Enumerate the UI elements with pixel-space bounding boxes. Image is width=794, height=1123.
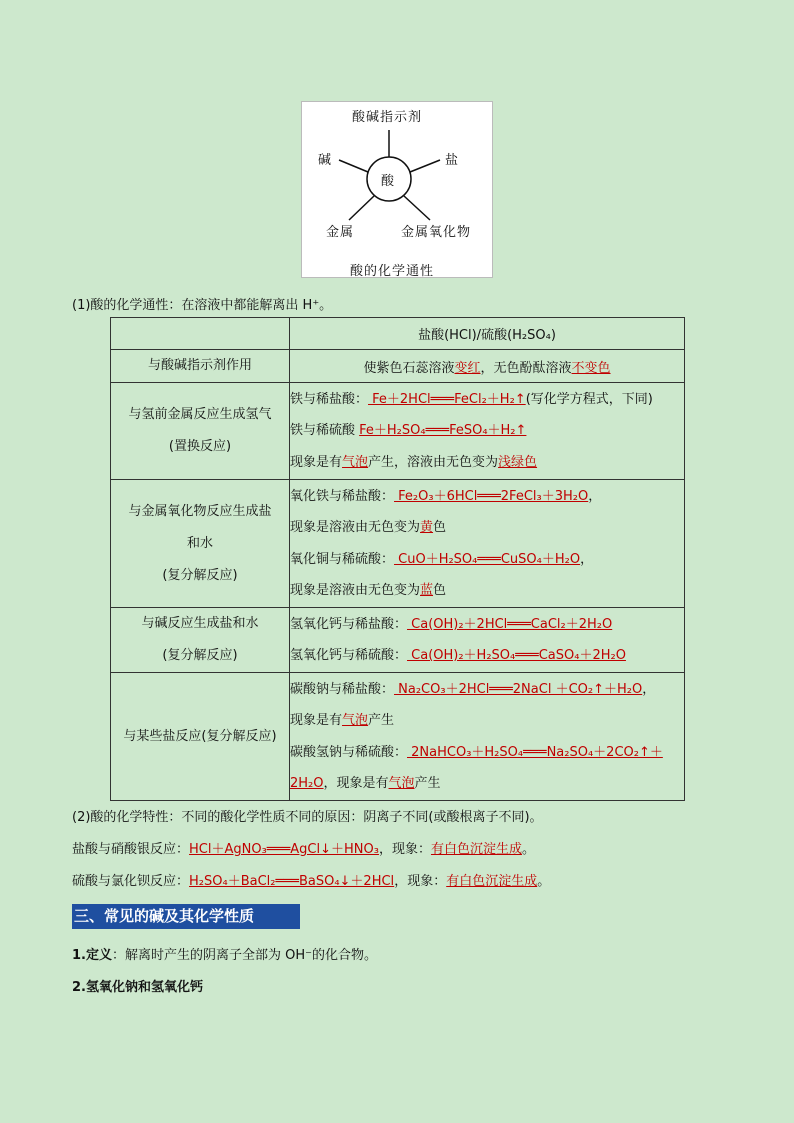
paragraph-h2so4-bacl2 bbox=[72, 870, 550, 889]
content-line bbox=[290, 609, 684, 641]
reaction-end: 。 bbox=[537, 874, 551, 889]
row-label-line: (置换反应) bbox=[168, 439, 232, 454]
prompt-text: ，现象是有 bbox=[323, 776, 389, 791]
prompt-text: 氢氧化钙与稀盐酸： bbox=[290, 616, 408, 632]
answer-text: Fe＋2HCl═══FeCl₂＋H₂↑ bbox=[368, 391, 526, 407]
reaction-label: 盐酸与硝酸银反应： bbox=[72, 842, 190, 857]
prompt-text: 现象是溶液由无色变为 bbox=[290, 520, 421, 535]
prompt-text: 氧化铜与稀硫酸： bbox=[290, 551, 395, 567]
content-line bbox=[290, 737, 684, 769]
answer-text: CuO＋H₂SO₄═══CuSO₄＋H₂O bbox=[394, 551, 581, 567]
answer-text: 不变色 bbox=[571, 360, 611, 376]
row-content bbox=[290, 608, 685, 673]
answer-text: 黄 bbox=[420, 520, 434, 535]
table-row bbox=[111, 350, 685, 383]
table-row bbox=[111, 608, 685, 673]
reaction-equation: HCl＋AgNO₃═══AgCl↓＋HNO₃ bbox=[189, 842, 379, 857]
prompt-text: 色 bbox=[433, 583, 447, 598]
prompt-text: 铁与稀盐酸： bbox=[290, 391, 369, 407]
prompt-text: 氧化铁与稀盐酸： bbox=[290, 488, 395, 504]
reaction-phenomenon: 有白色沉淀生成 bbox=[446, 874, 538, 889]
row-label: 与某些盐反应(复分解反应) bbox=[111, 673, 290, 801]
content-line bbox=[290, 674, 684, 706]
answer-text: Ca(OH)₂＋2HCl═══CaCl₂＋2H₂O bbox=[407, 616, 613, 632]
row-content bbox=[290, 673, 685, 801]
reaction-mid: ，现象： bbox=[394, 874, 447, 889]
table-cell-empty bbox=[111, 318, 290, 350]
reaction-mid: ，现象： bbox=[378, 842, 431, 857]
prompt-text: ， bbox=[588, 488, 602, 504]
prompt-text: 色 bbox=[433, 520, 447, 535]
section-title: 三、常见的碱及其化学性质 bbox=[72, 904, 300, 929]
answer-text: 变红 bbox=[454, 360, 481, 376]
acid-properties-diagram bbox=[301, 101, 493, 278]
content-line bbox=[290, 481, 684, 513]
subsection-title: 2.氢氧化钠和氢氧化钙 bbox=[72, 980, 203, 995]
row-label-line: 和水 bbox=[186, 535, 213, 551]
prompt-text: 氢氧化钙与稀硫酸： bbox=[290, 648, 408, 663]
content-line bbox=[290, 544, 684, 576]
content-line bbox=[290, 705, 684, 737]
reaction-phenomenon: 有白色沉淀生成 bbox=[430, 842, 522, 857]
content-line bbox=[290, 512, 684, 544]
diagram-label-metal: 金属 bbox=[326, 225, 355, 240]
intro-text: (1)酸的化学通性：在溶液中都能解离出 H⁺。 bbox=[72, 298, 333, 313]
row-label bbox=[111, 608, 290, 673]
content-line bbox=[290, 447, 684, 479]
answer-text: Na₂CO₃＋2HCl═══2NaCl ＋CO₂↑＋H₂O bbox=[394, 681, 643, 697]
row-label bbox=[111, 383, 290, 480]
prompt-text: (写化学方程式，下同) bbox=[525, 391, 653, 407]
answer-text: 2NaHCO₃＋H₂SO₄═══Na₂SO₄＋2CO₂↑＋ bbox=[407, 744, 663, 760]
prompt-text: ，无色酚酞溶液 bbox=[480, 360, 572, 376]
prompt-text: 现象是有 bbox=[290, 713, 343, 728]
prompt-text: 使紫色石蕊溶液 bbox=[363, 360, 455, 376]
content-line bbox=[290, 768, 684, 800]
content-line bbox=[290, 640, 684, 672]
row-label-line: 与氢前金属反应生成氢气 bbox=[128, 407, 272, 422]
answer-text: 2H₂O bbox=[290, 776, 324, 791]
prompt-text: 产生 bbox=[368, 713, 395, 728]
diagram-label-base: 碱 bbox=[318, 153, 333, 168]
answer-text: 气泡 bbox=[342, 713, 369, 728]
diagram-label-acid: 酸 bbox=[381, 174, 396, 189]
content-line bbox=[290, 575, 684, 607]
row-content bbox=[290, 350, 685, 383]
reaction-equation: H₂SO₄＋BaCl₂═══BaSO₄↓＋2HCl bbox=[189, 874, 395, 889]
prompt-text: 产生，溶液由无色变为 bbox=[368, 454, 499, 470]
answer-text: 气泡 bbox=[342, 454, 369, 470]
definition-text: ：解离时产生的阴离子全部为 OH⁻的化合物。 bbox=[111, 948, 377, 963]
prompt-text: 碳酸氢钠与稀硫酸： bbox=[290, 744, 408, 760]
table-row bbox=[111, 673, 685, 801]
answer-text: Ca(OH)₂＋H₂SO₄═══CaSO₄＋2H₂O bbox=[407, 648, 626, 663]
row-content bbox=[290, 480, 685, 608]
prompt-text: 产生 bbox=[414, 776, 441, 791]
diagram-label-indicator: 酸碱指示剂 bbox=[352, 110, 423, 125]
prompt-text: 碳酸钠与稀盐酸： bbox=[290, 681, 395, 697]
acid-properties-table bbox=[110, 317, 685, 801]
definition-paragraph bbox=[72, 944, 377, 963]
row-label: 与酸碱指示剂作用 bbox=[111, 350, 290, 383]
row-label-line: 与金属氧化物反应生成盐 bbox=[128, 503, 272, 519]
diagram-label-metal-oxide: 金属氧化物 bbox=[401, 225, 472, 240]
definition-label: 1.定义 bbox=[72, 948, 112, 963]
answer-text: 蓝 bbox=[420, 583, 434, 598]
answer-text: 浅绿色 bbox=[498, 454, 538, 470]
prompt-text: 现象是溶液由无色变为 bbox=[290, 583, 421, 598]
prompt-text: ， bbox=[642, 681, 656, 697]
row-label bbox=[111, 480, 290, 608]
diagram-label-salt: 盐 bbox=[445, 153, 460, 168]
reaction-label: 硫酸与氯化钡反应： bbox=[72, 874, 190, 889]
row-label-line: (复分解反应) bbox=[162, 648, 238, 663]
table-row bbox=[111, 318, 685, 350]
content-line bbox=[290, 415, 684, 447]
answer-text: Fe₂O₃＋6HCl═══2FeCl₃＋3H₂O bbox=[394, 488, 589, 504]
reaction-end: 。 bbox=[521, 842, 535, 857]
answer-text: Fe＋H₂SO₄═══FeSO₄＋H₂↑ bbox=[359, 423, 527, 439]
paragraph-hcl-agno3 bbox=[72, 838, 535, 857]
paragraph-acid-specific: (2)酸的化学特性：不同的酸化学性质不同的原因：阴离子不同(或酸根离子不同)。 bbox=[72, 810, 543, 825]
content-line bbox=[290, 384, 684, 416]
answer-text: 气泡 bbox=[388, 776, 415, 791]
row-content bbox=[290, 383, 685, 480]
row-label-line: (复分解反应) bbox=[162, 567, 238, 583]
table-row bbox=[111, 383, 685, 480]
table-row bbox=[111, 480, 685, 608]
prompt-text: 铁与稀硫酸 bbox=[290, 423, 360, 439]
table-header: 盐酸(HCl)/硫酸(H₂SO₄) bbox=[290, 318, 685, 350]
prompt-text: 现象是有 bbox=[290, 454, 343, 470]
diagram-lines bbox=[302, 102, 494, 279]
prompt-text: ， bbox=[580, 551, 594, 567]
diagram-caption: 酸的化学通性 bbox=[350, 264, 435, 279]
row-label-line: 与碱反应生成盐和水 bbox=[141, 616, 259, 631]
